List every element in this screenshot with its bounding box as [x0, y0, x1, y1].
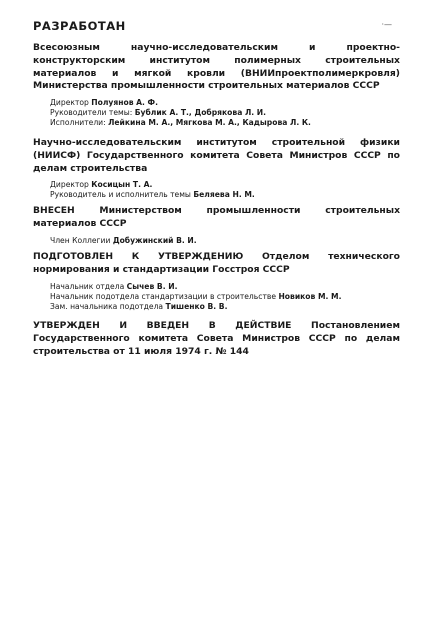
director-row: [50, 98, 400, 108]
developer-staff-2: [50, 180, 400, 200]
developer-block-1: [33, 42, 400, 128]
head-name: Сычев В. И.: [126, 281, 178, 291]
submitted-lead: ВНЕСЕН: [33, 205, 75, 216]
prepared-block: [33, 251, 400, 312]
developer-staff-1: [50, 98, 400, 128]
deputy-name: Тишенко В. В.: [165, 301, 228, 311]
submitted-block: [33, 205, 400, 246]
director-label-2: Директор: [50, 180, 89, 190]
leaders-names: Бублик А. Т., Добрякова Л. И.: [134, 108, 267, 118]
sub-head-row: [50, 292, 400, 302]
prepared-staff: [50, 282, 400, 312]
director-name: Полуянов А. Ф.: [91, 98, 158, 108]
leader-label-2: Руководитель и исполнитель темы: [50, 190, 191, 200]
prepared-body: Отделом технического нормирования и стандартизации Госстроя СССР: [33, 251, 400, 275]
member-label: Член Коллегии: [50, 235, 111, 245]
leaders-label: Руководители темы:: [50, 108, 133, 118]
sub-head-name: Новиков М. М.: [278, 291, 342, 301]
leader-row-2: [50, 190, 400, 200]
section-heading: РАЗРАБОТАН: [33, 19, 126, 33]
developer-org-2: Научно-исследовательским институтом строительной физики (НИИСФ) Государственного комитета Совета Министров СССР по делам строительства: [33, 137, 400, 174]
sub-head-label: Начальник подотдела стандартизации в строительстве: [50, 291, 277, 301]
approved-lead: УТВЕРЖДЕН И ВВЕДЕН В ДЕЙСТВИЕ: [33, 320, 292, 331]
submitted-body: Министерством промышленности строительных материалов СССР: [33, 205, 400, 229]
submitted-text: [33, 205, 400, 231]
leaders-row: [50, 108, 400, 118]
approved-block: [33, 320, 400, 358]
submitted-staff: [50, 236, 400, 246]
head-label: Начальник отдела: [50, 281, 125, 291]
member-name: Добужинский В. И.: [112, 235, 197, 245]
corner-mark: ·—: [381, 20, 392, 29]
member-row: [50, 236, 400, 246]
director-label: Директор: [50, 98, 89, 108]
prepared-text: [33, 251, 400, 277]
leader-name-2: Беляева Н. М.: [193, 190, 255, 200]
deputy-label: Зам. начальника подотдела: [50, 301, 164, 311]
deputy-row: [50, 302, 400, 312]
developer-block-2: [33, 137, 400, 200]
executors-names: Лейкина М. А., Мягкова М. А., Кадырова Л. К.: [108, 118, 311, 128]
approved-body: Постановлением Государственного комитета Совета Министров СССР по делам строительства от 11 июля 1974 г. № 144: [33, 320, 400, 357]
head-row: [50, 282, 400, 292]
director-name-2: Косицын Т. А.: [91, 180, 153, 190]
approved-text: [33, 320, 400, 358]
developer-org-1: Всесоюзным научно-исследовательским и проектно-конструкторским институтом полимерных строительных материалов и мягкой кровли (ВНИИпроектполимеркровля) Министерства промышленности строительных материалов СССР: [33, 42, 400, 92]
director-row-2: [50, 180, 400, 190]
executors-label: Исполнители:: [50, 118, 106, 128]
prepared-lead: ПОДГОТОВЛЕН К УТВЕРЖДЕНИЮ: [33, 251, 244, 262]
executors-row: [50, 118, 400, 128]
